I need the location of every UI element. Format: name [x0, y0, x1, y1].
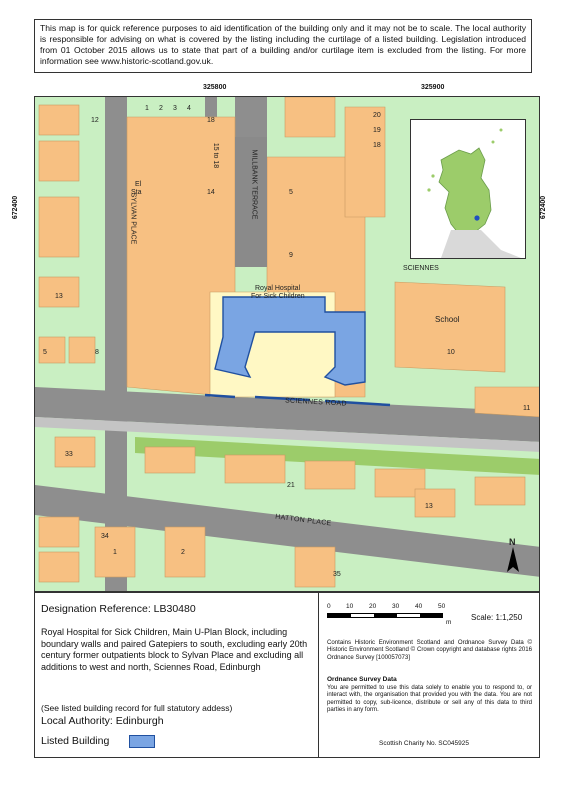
house-number: 34 [101, 533, 109, 540]
road-label: MILLBANK TERRACE [250, 149, 258, 220]
house-number: 18 [207, 117, 215, 124]
house-number: 35 [333, 571, 341, 578]
os-data-title: Ordnance Survey Data [327, 676, 397, 683]
house-number: 19 [373, 127, 381, 134]
house-number: 21 [287, 482, 295, 489]
place-label: Royal Hospital [255, 285, 301, 292]
place-label: School [435, 315, 460, 324]
road-label: SYLVAN PLACE [129, 192, 137, 245]
house-number: 18 [373, 142, 381, 149]
scale-tick: 0 [327, 603, 331, 610]
house-number: 5 [289, 189, 293, 196]
designation-reference: Designation Reference: LB30480 [41, 603, 196, 615]
place-label: El [135, 181, 142, 188]
house-number: 11 [523, 405, 531, 412]
grid-easting-label: 325800 [203, 84, 227, 91]
scotland-locator-icon [411, 120, 525, 258]
building [285, 97, 335, 137]
info-panel [34, 592, 540, 758]
house-number: 4 [187, 105, 191, 112]
copyright-text: Contains Historic Environment Scotland and Ordnance Survey Data © Historic Environment Scotland © Crown copyright and database rights 2016 Ordnance Survey [100057073] [327, 639, 532, 661]
designation-panel [35, 593, 319, 757]
scale-credits-panel [319, 593, 539, 757]
scale-ratio: Scale: 1:1,250 [471, 613, 523, 622]
house-number: 2 [159, 105, 163, 112]
grid-easting-label: 325900 [421, 84, 445, 91]
building-description: Royal Hospital for Sick Children, Main U-Plan Block, including boundary walls and paired Gatepiers to south, excluding early 20th century former outpatients block to Sylvan Place and excluding all additions to west and north, Sciennes Road, Edinburgh [41, 627, 308, 672]
scale-tick: 40 [415, 603, 423, 610]
house-number: 12 [91, 117, 99, 124]
house-number: 5 [43, 349, 47, 356]
place-label: Sta [131, 189, 142, 196]
north-label: N [509, 537, 516, 547]
licence-text: You are permitted to use this data solely to enable you to respond to, or interact with, the organisation that provided you with the data. You are not permitted to copy, sub-licence, distribute or sell any of this data to third parties in any form. [327, 684, 532, 714]
road-label: SCIENNES ROAD [284, 397, 348, 408]
house-number: 3 [173, 105, 177, 112]
house-number: 15 to 18 [212, 142, 220, 169]
house-number: 9 [289, 252, 293, 259]
scale-tick: 50 [438, 603, 446, 610]
location-marker-icon [474, 215, 479, 220]
grid-northing-label: 672400 [540, 195, 548, 220]
grid-northing-label: 672400 [12, 195, 20, 220]
scale-tick: 20 [369, 603, 377, 610]
house-number: 1 [145, 105, 149, 112]
house-number: 2 [181, 549, 185, 556]
legend-label: Listed Building [41, 735, 110, 747]
scale-unit: m [446, 619, 452, 626]
house-number: 20 [373, 112, 381, 119]
legend-swatch [129, 735, 155, 748]
building [475, 387, 540, 417]
house-number: 10 [447, 349, 455, 356]
local-authority: Local Authority: Edinburgh [41, 715, 164, 727]
school-building [395, 282, 505, 372]
scale-bar [327, 613, 443, 618]
charity-number: Scottish Charity No. SC045925 [379, 740, 469, 747]
house-number: 1 [113, 549, 117, 556]
house-number: 13 [425, 503, 433, 510]
house-number: 33 [65, 451, 73, 458]
road-label: HATTON PLACE [274, 513, 332, 528]
map-view[interactable] [34, 96, 540, 592]
place-label: For Sick Children [251, 293, 305, 300]
locator-inset-map [410, 119, 526, 259]
house-number: 14 [207, 189, 215, 196]
scale-tick: 30 [392, 603, 400, 610]
place-label: SCIENNES [403, 265, 439, 272]
statutory-note: (See listed building record for full statutory addess) [41, 703, 233, 713]
building [345, 107, 385, 217]
scale-tick: 10 [346, 603, 354, 610]
house-number: 13 [55, 293, 63, 300]
disclaimer-box: This map is for quick reference purposes to aid identification of the building only and it may not be to scale. The local authority is responsible for advising on what is covered by the listing including the curtilage of a listed building. Legislation introduced from 01 October 2015 allows us to state that part of a building and/or curtilage item is excluded from the listing. For more information see www.historic-scotland.gov.uk. [34, 19, 532, 73]
house-number: 8 [95, 349, 99, 356]
